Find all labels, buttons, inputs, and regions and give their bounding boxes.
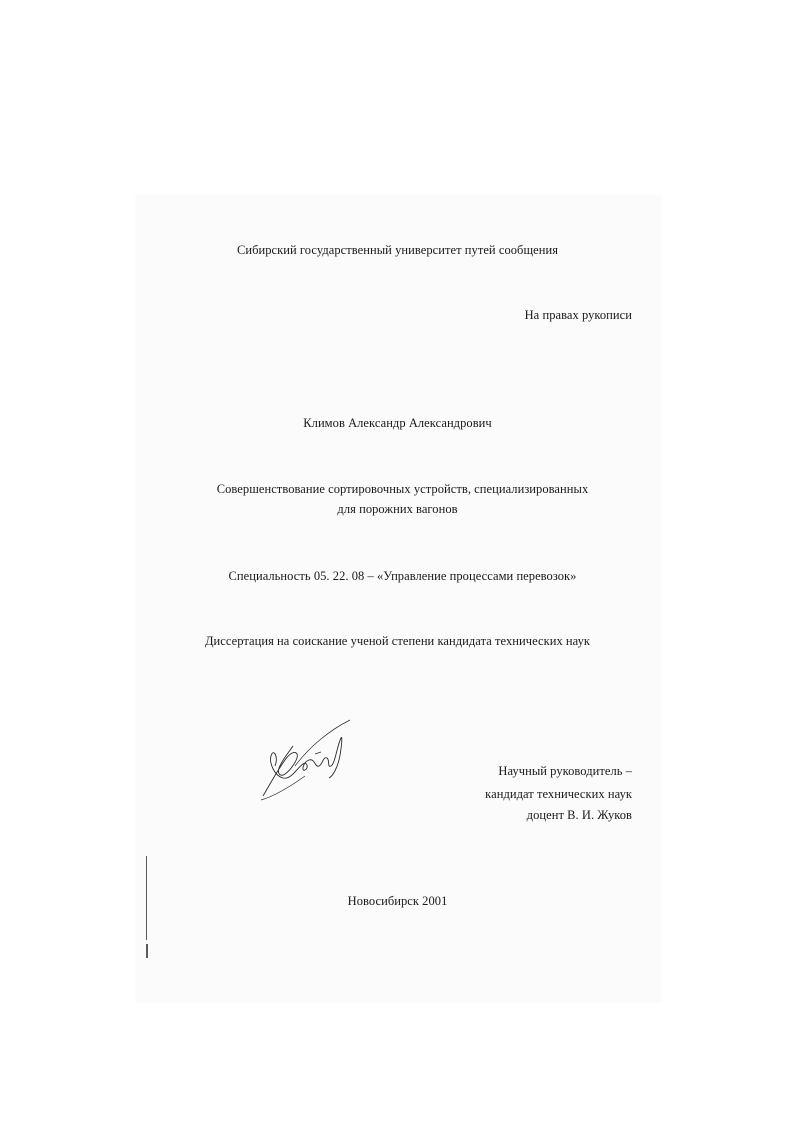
dissertation-line: Диссертация на соискание ученой степени кандидата технических наук (204, 634, 591, 648)
rights-note: На правах рукописи (524, 308, 632, 322)
scan-edge-mark-lower (146, 944, 148, 958)
thesis-title-line-2: для порожних вагонов (337, 502, 458, 516)
thesis-title-line-1: Совершенствование сортировочных устройств, специализированных (216, 482, 589, 496)
author-name: Климов Александр Александрович (303, 416, 492, 430)
advisor-line-1: Научный руководитель – (498, 764, 632, 778)
university-name: Сибирский государственный университет путей сообщения (236, 243, 559, 257)
city-year: Новосибирск 2001 (347, 894, 448, 908)
signature-icon (255, 716, 355, 806)
specialty-line: Специальность 05. 22. 08 – «Управление процессами перевозок» (228, 569, 577, 583)
advisor-line-2: кандидат технических наук (485, 787, 632, 801)
advisor-line-3: доцент В. И. Жуков (526, 808, 632, 822)
scan-edge-mark (146, 856, 147, 940)
